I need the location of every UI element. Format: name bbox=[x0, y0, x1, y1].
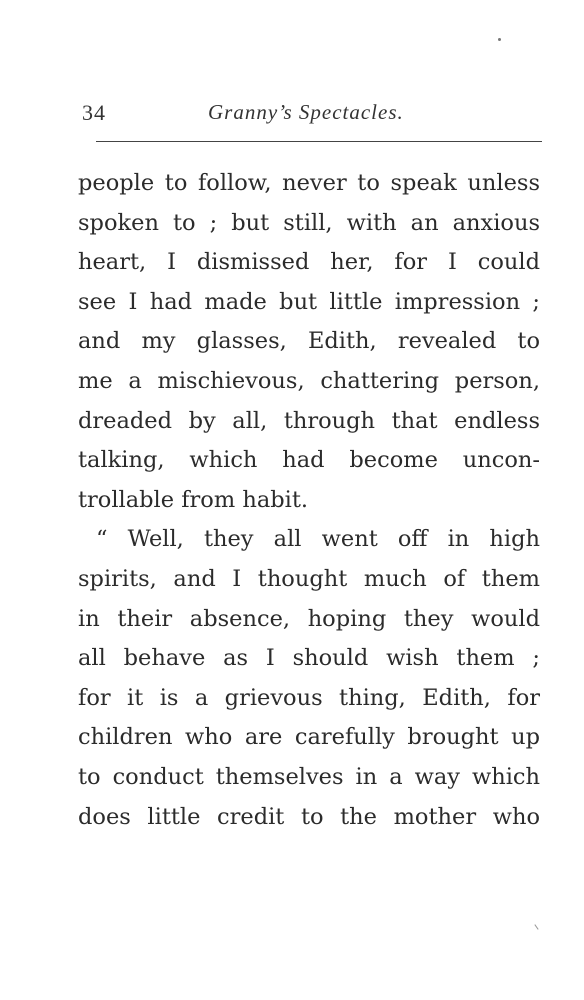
running-head bbox=[82, 100, 542, 130]
text-line: children who are carefully brought up bbox=[78, 724, 540, 751]
page-number: 34 bbox=[82, 100, 106, 125]
text-line: people to follow, never to speak unless bbox=[78, 170, 540, 196]
text-line: for it is a grievous thing, Edith, for bbox=[78, 684, 540, 711]
text-line: spoken to ; but still, with an anxious bbox=[78, 209, 540, 236]
paper-mark bbox=[534, 924, 538, 929]
text-line: talking, which had become uncon- bbox=[78, 447, 540, 474]
text-line: spirits, and I thought much of them bbox=[78, 565, 540, 592]
text-line: does little credit to the mother who bbox=[78, 803, 540, 830]
header-rule-gap bbox=[82, 139, 96, 142]
text-line: heart, I dismissed her, for I could bbox=[78, 249, 540, 276]
text-line: and my glasses, Edith, revealed to bbox=[78, 328, 540, 355]
header-rule bbox=[82, 141, 542, 142]
text-line: trollable from habit. bbox=[78, 486, 309, 513]
text-line: me a mischievous, chattering person, bbox=[78, 367, 540, 394]
body-text bbox=[78, 164, 540, 837]
running-title: Granny’s Spectacles. bbox=[208, 100, 404, 124]
paper-speck bbox=[498, 38, 501, 41]
text-line: “ Well, they all went off in high bbox=[96, 526, 540, 553]
text-line: in their absence, hoping they would bbox=[78, 605, 540, 632]
text-line: all behave as I should wish them ; bbox=[78, 645, 540, 672]
text-line: dreaded by all, through that endless bbox=[78, 407, 540, 434]
text-line: to conduct themselves in a way which bbox=[78, 763, 540, 790]
text-line: see I had made but little impression ; bbox=[78, 288, 540, 315]
